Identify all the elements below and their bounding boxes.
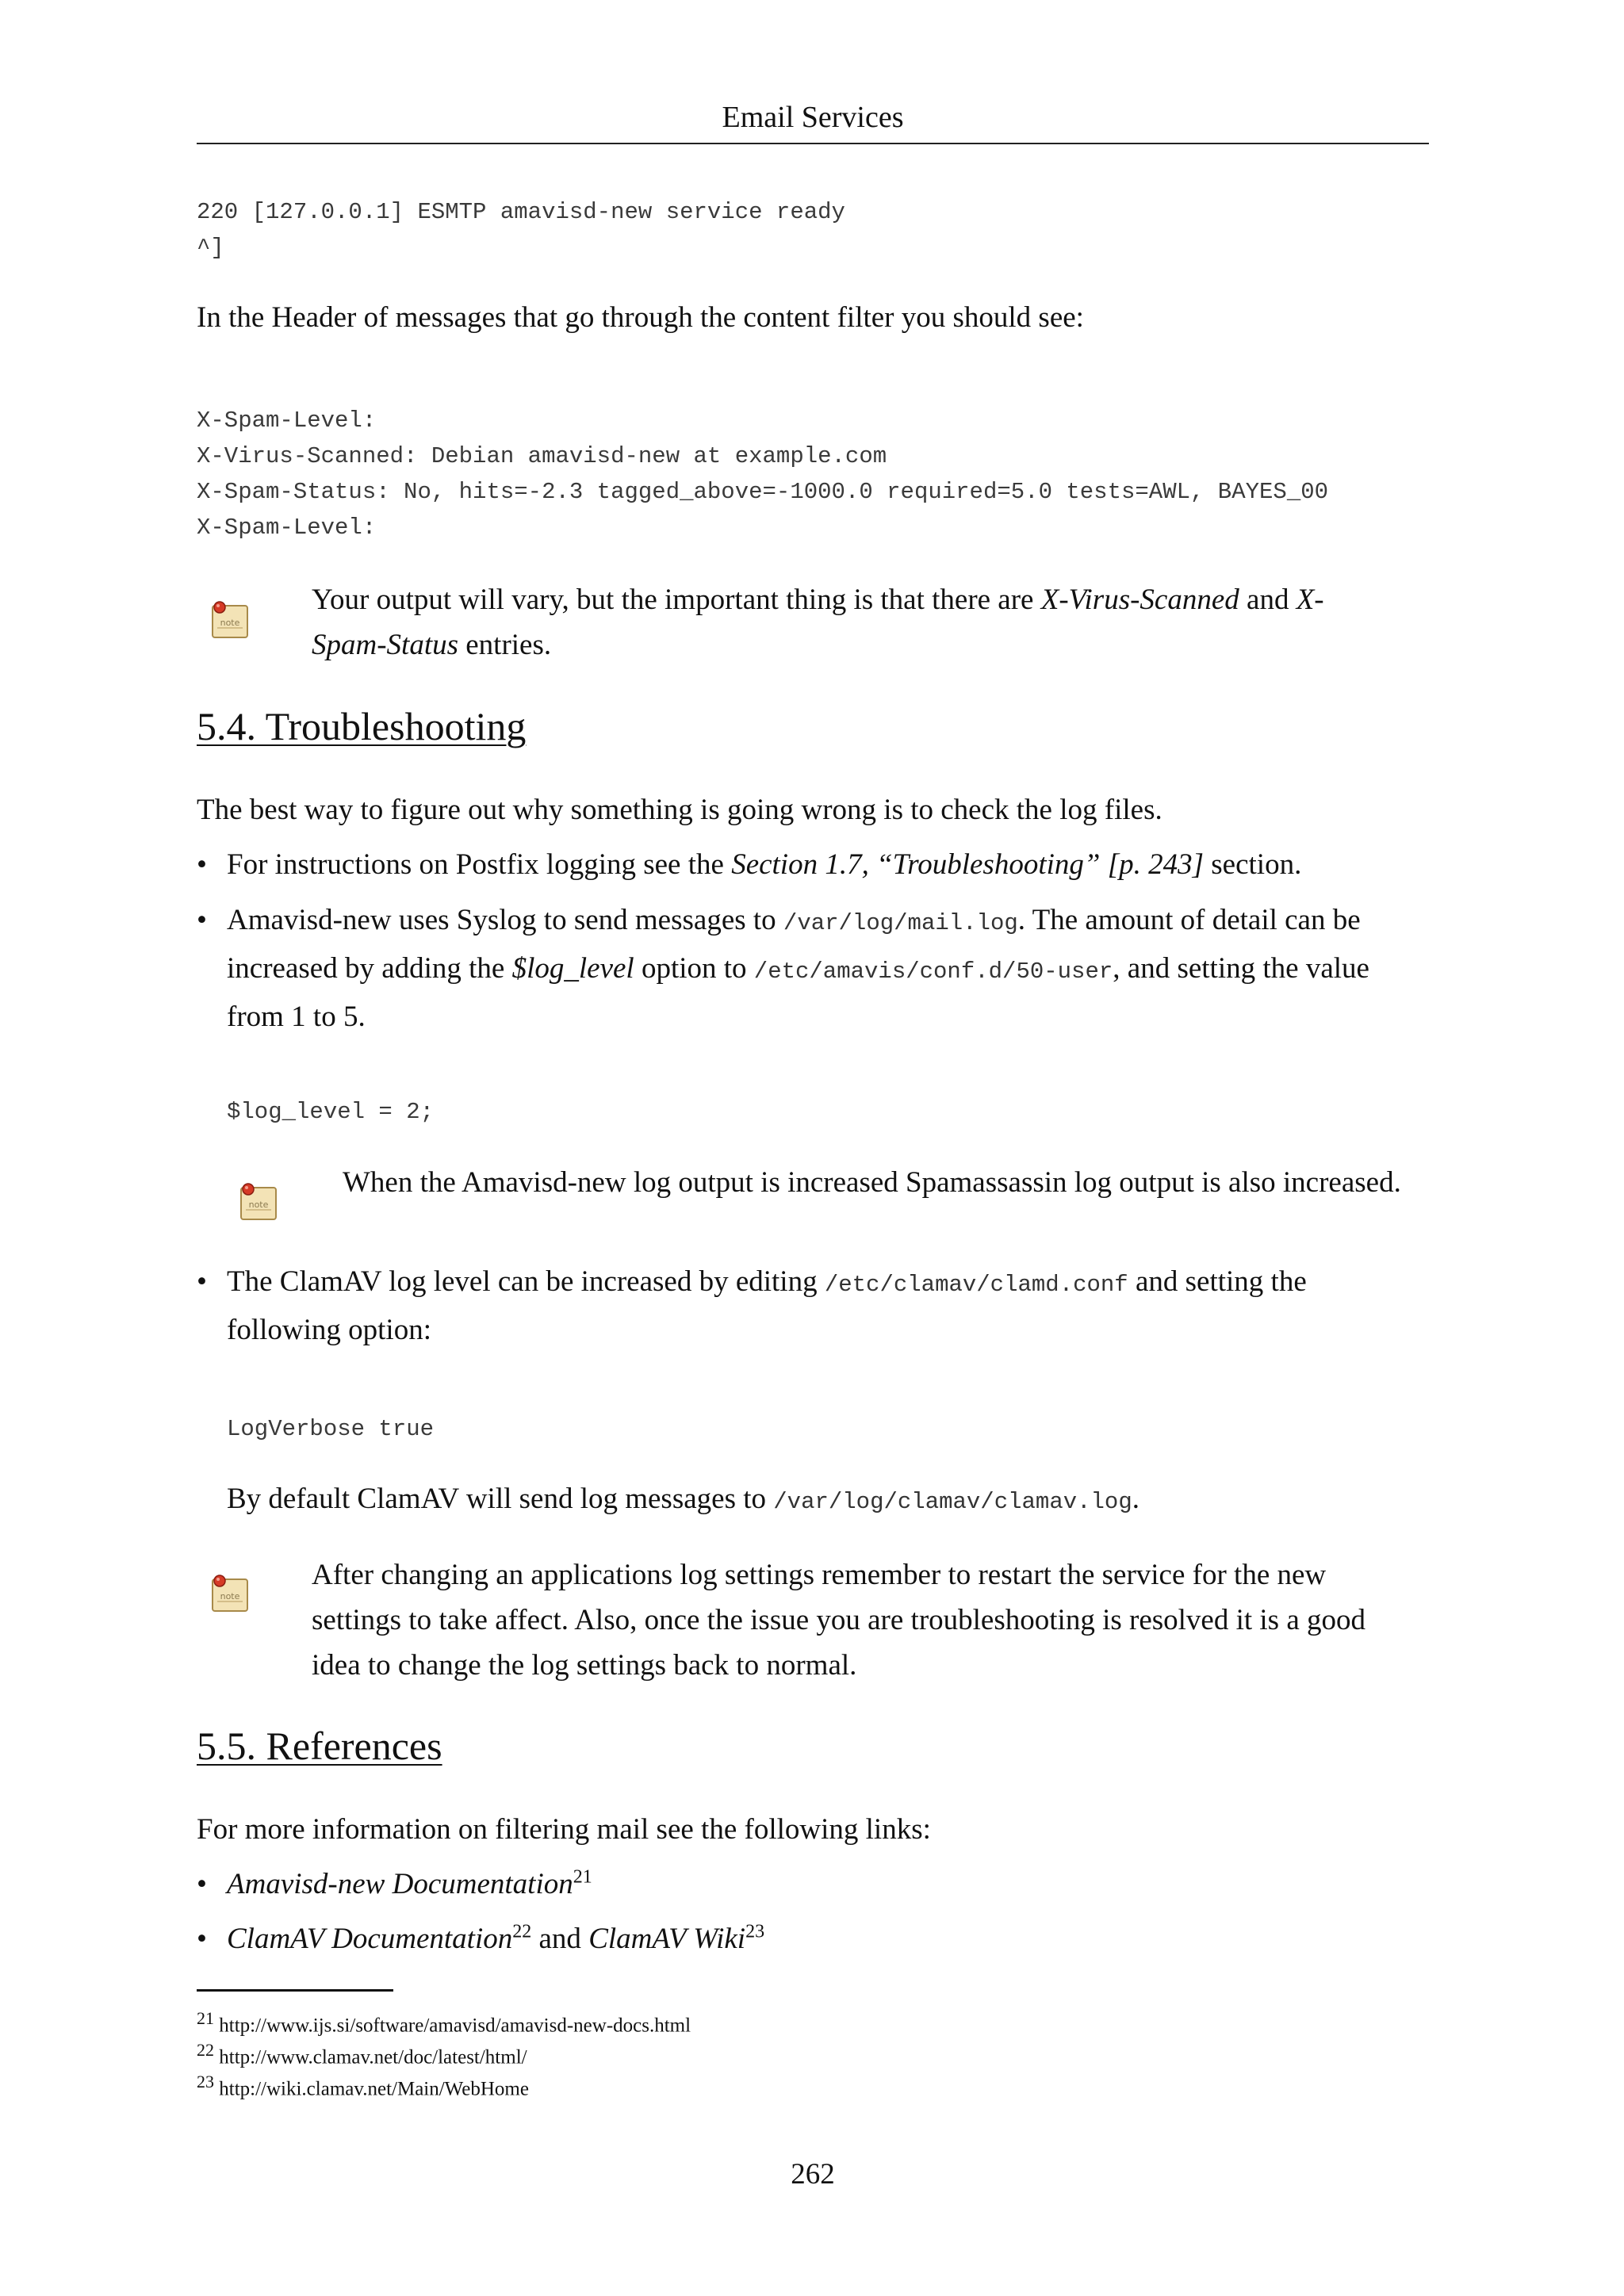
code-block-headers <box>197 403 1328 545</box>
footnote-ref[interactable]: 21 <box>573 1866 592 1888</box>
clamav-wiki-link[interactable]: ClamAV Wiki <box>588 1923 746 1955</box>
note-icon <box>208 1571 252 1616</box>
note-output-vary: Your output will vary, but the important thing is that there are X-Virus-Scanned and X- Spam-Status entries. <box>312 584 1324 661</box>
footnote: $^{23}$ http://wiki.clamav.net/Main/WebHome <box>197 2072 529 2100</box>
header-intro-paragraph: In the Header of messages that go through the content filter you should see: <box>197 301 1084 334</box>
code-block-smtp <box>197 194 845 266</box>
list-item: • Amavisd-new uses Syslog to send messages to /var/log/mail.log. The amount of detail can be increased by adding the $log_level option to /etc/amavis/conf.d/50-user, and setting the value from 1 to 5. <box>197 904 1369 1033</box>
svg-text:note: note <box>220 618 240 628</box>
page-number: 262 <box>791 2158 835 2191</box>
code-line: ^] <box>197 235 224 261</box>
header-rule <box>197 143 1429 144</box>
note-restart-service: After changing an applications log settings remember to restart the service for the new settings to take affect. Also, once the issue you are troubleshooting is resolved it is a good idea to change the log settings back to normal. <box>312 1559 1366 1682</box>
footnote-ref[interactable]: 23 <box>745 1921 765 1942</box>
clamav-docs-link[interactable]: ClamAV Documentation <box>227 1923 513 1955</box>
footnote-url[interactable]: http://wiki.clamav.net/Main/WebHome <box>219 2078 529 2100</box>
footnote-url[interactable]: http://www.clamav.net/doc/latest/html/ <box>219 2046 527 2068</box>
section-heading-references: 5.5. References <box>197 1724 442 1768</box>
references-intro: For more information on filtering mail see the following links: <box>197 1813 931 1846</box>
footnote-url[interactable]: http://www.ijs.si/software/amavisd/amavisd-new-docs.html <box>219 2015 691 2037</box>
code-line: 220 [127.0.0.1] ESMTP amavisd-new service ready <box>197 199 845 225</box>
note-icon <box>208 598 252 642</box>
list-item: • The ClamAV log level can be increased by editing /etc/clamav/clamd.conf and setting the following option: <box>197 1265 1307 1346</box>
troubleshooting-intro: The best way to figure out why something is going wrong is to check the log files. <box>197 794 1162 826</box>
footnote-ref[interactable]: 22 <box>512 1921 532 1942</box>
footnote: $^{21}$ http://www.ijs.si/software/amavisd/amavisd-new-docs.html <box>197 2008 691 2037</box>
code-line: X-Spam-Status: No, hits=-2.3 tagged_above=-1000.0 required=5.0 tests=AWL, BAYES_00 <box>197 479 1329 505</box>
code-line: X-Spam-Level: <box>197 515 377 541</box>
code-block-logverbose: LogVerbose true <box>227 1416 435 1442</box>
clamav-default-paragraph: By default ClamAV will send log messages to /var/log/clamav/clamav.log. <box>227 1483 1139 1515</box>
code-line: X-Virus-Scanned: Debian amavisd-new at example.com <box>197 443 887 469</box>
section-heading-troubleshooting: 5.4. Troubleshooting <box>197 704 527 748</box>
footnote: $^{22}$ http://www.clamav.net/doc/latest/html/ <box>197 2040 527 2068</box>
amavisd-docs-link[interactable]: Amavisd-new Documentation <box>227 1868 573 1900</box>
running-header: Email Services <box>722 101 904 134</box>
svg-text:note: note <box>220 1591 240 1601</box>
note-icon <box>236 1180 281 1224</box>
svg-text:note: note <box>248 1200 269 1210</box>
note-spamassassin-log: When the Amavisd-new log output is increased Spamassassin log output is also increased. <box>343 1166 1401 1199</box>
document-page: Email Services 220 [127.0.0.1] ESMTP amavisd-new service ready ^] In the Header of messages that go through the content filter you should see: X-Spam-Level: X-Virus-Scanned: Debian amavisd-new at example.com X-Spam-Status: No, hits=-2.3 tagged_above=-1000.0 required=5.0 tests=AWL, BAYES_00 X-Spam-Level: note Your output will vary, but the important thing is that there are X-Virus-Scanned and X- Spam-Status entries. 5.4. Troubleshooting The best way to figure out why something is going wrong is to check the log files. • For instructions on Postfix logging see the Section 1.7, “Troubleshooting” [p. 243] section. • Amavisd-new uses Syslog to send messages to /var/log/mail.log. The amount of detail can be increased by adding the $log_level option to /etc/amavis/conf.d/50-user, and setting the value from 1 to 5. $log_level = 2; note When the Amavisd-new log output is increased Spamassassin log output is also increased. • The ClamAV log level can be increased by editing /etc/clamav/clamd.conf and setting the following option: LogVerbose true By default ClamAV will send log messages to /var/log/clamav/clamav.log. note After changing an applications log settings remember to restart the service for the new settings to take affect. Also, once the issue you are troubleshooting is resolved it is a good idea to change the log settings back to normal. 5.5. References For more information on filtering mail see the following links: • Amavisd-new Documentation$^{21}$ • ClamAV Documentation$^{22}$ and ClamAV Wiki$^{23}$ $^{21}$ http://www.ijs.si/software/amavisd/amavisd-new-docs.html $^{22}$ http://www.clamav.net/doc/latest/html/ $^{23}$ http://wiki.clamav.net/Main/WebHome 262 <box>197 0 1429 2296</box>
code-block-log-level: $log_level = 2; <box>227 1099 435 1125</box>
code-line: X-Spam-Level: <box>197 408 377 434</box>
footnote-rule <box>197 1989 393 1992</box>
section-link[interactable]: Section 1.7, “Troubleshooting” [p. 243] <box>731 848 1205 881</box>
